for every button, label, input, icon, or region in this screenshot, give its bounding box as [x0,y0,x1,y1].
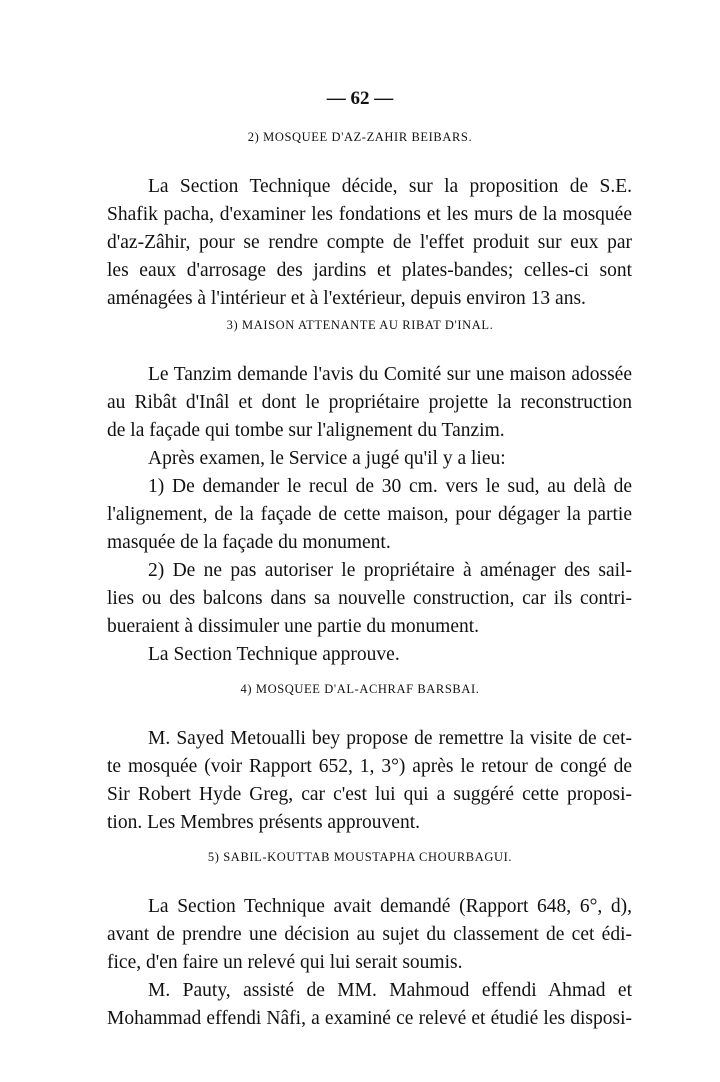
text-line: M. Sayed Metoualli bey propose de remettre la visite de cet- [148,728,632,749]
section-heading: 3) MAISON ATTENANTE AU RIBAT D'INAL. [226,318,494,332]
section-heading: 2) MOSQUEE D'AZ-ZAHIR BEIBARS. [247,130,473,144]
text-line: Sir Robert Hyde Greg, car c'est lui qui a suggéré cette proposi- [107,784,632,805]
text-line: La Section Technique avait demandé (Rapport 648, 6°, d), [148,896,632,917]
page-number: — 62 — [326,88,394,109]
text-line: fice, d'en faire un relevé qui lui serait soumis. [107,952,463,973]
text-line: Mohammad effendi Nâfi, a examiné ce relevé et étudié les disposi- [107,1008,632,1029]
text-line: te mosquée (voir Rapport 652, 1, 3°) après le retour de congé de [107,756,632,777]
text-line: Le Tanzim demande l'avis du Comité sur une maison adossée [148,364,632,385]
text-line: lies ou des balcons dans sa nouvelle construction, car ils contri- [107,588,632,609]
text-line: Shafik pacha, d'examiner les fondations et les murs de la mosquée [107,204,632,225]
text-line: M. Pauty, assisté de MM. Mahmoud effendi Ahmad et [148,980,632,1001]
section-heading: 4) MOSQUEE D'AL-ACHRAF BARSBAI. [240,682,480,696]
text-line: 2) De ne pas autoriser le propriétaire à aménager des sail- [148,560,632,581]
text-line: masquée de la façade du monument. [107,532,391,553]
text-line: bueraient à dissimuler une partie du monument. [107,616,480,637]
text-line: La Section Technique décide, sur la proposition de S.E. [148,176,632,197]
text-line: l'alignement, de la façade de cette maison, pour dégager la partie [107,504,632,525]
text-line: avant de prendre une décision au sujet du classement de cet édi- [107,924,632,945]
text-line: tion. Les Membres présents approuvent. [107,812,421,833]
text-line: Après examen, le Service a jugé qu'il y a lieu: [148,448,506,469]
text-line: 1) De demander le recul de 30 cm. vers le sud, au delà de [148,476,632,497]
section-heading: 5) SABIL-KOUTTAB MOUSTAPHA CHOURBAGUI. [207,850,513,864]
text-line: les eaux d'arrosage des jardins et plates-bandes; celles-ci sont [107,260,632,281]
text-line: de la façade qui tombe sur l'alignement du Tanzim. [107,420,505,441]
text-line: d'az-Zâhir, pour se rendre compte de l'effet produit sur eux par [107,232,632,253]
text-line: au Ribât d'Inâl et dont le propriétaire projette la reconstruction [107,392,632,413]
text-line: aménagées à l'intérieur et à l'extérieur, depuis environ 13 ans. [107,288,586,309]
text-line: La Section Technique approuve. [148,644,400,665]
